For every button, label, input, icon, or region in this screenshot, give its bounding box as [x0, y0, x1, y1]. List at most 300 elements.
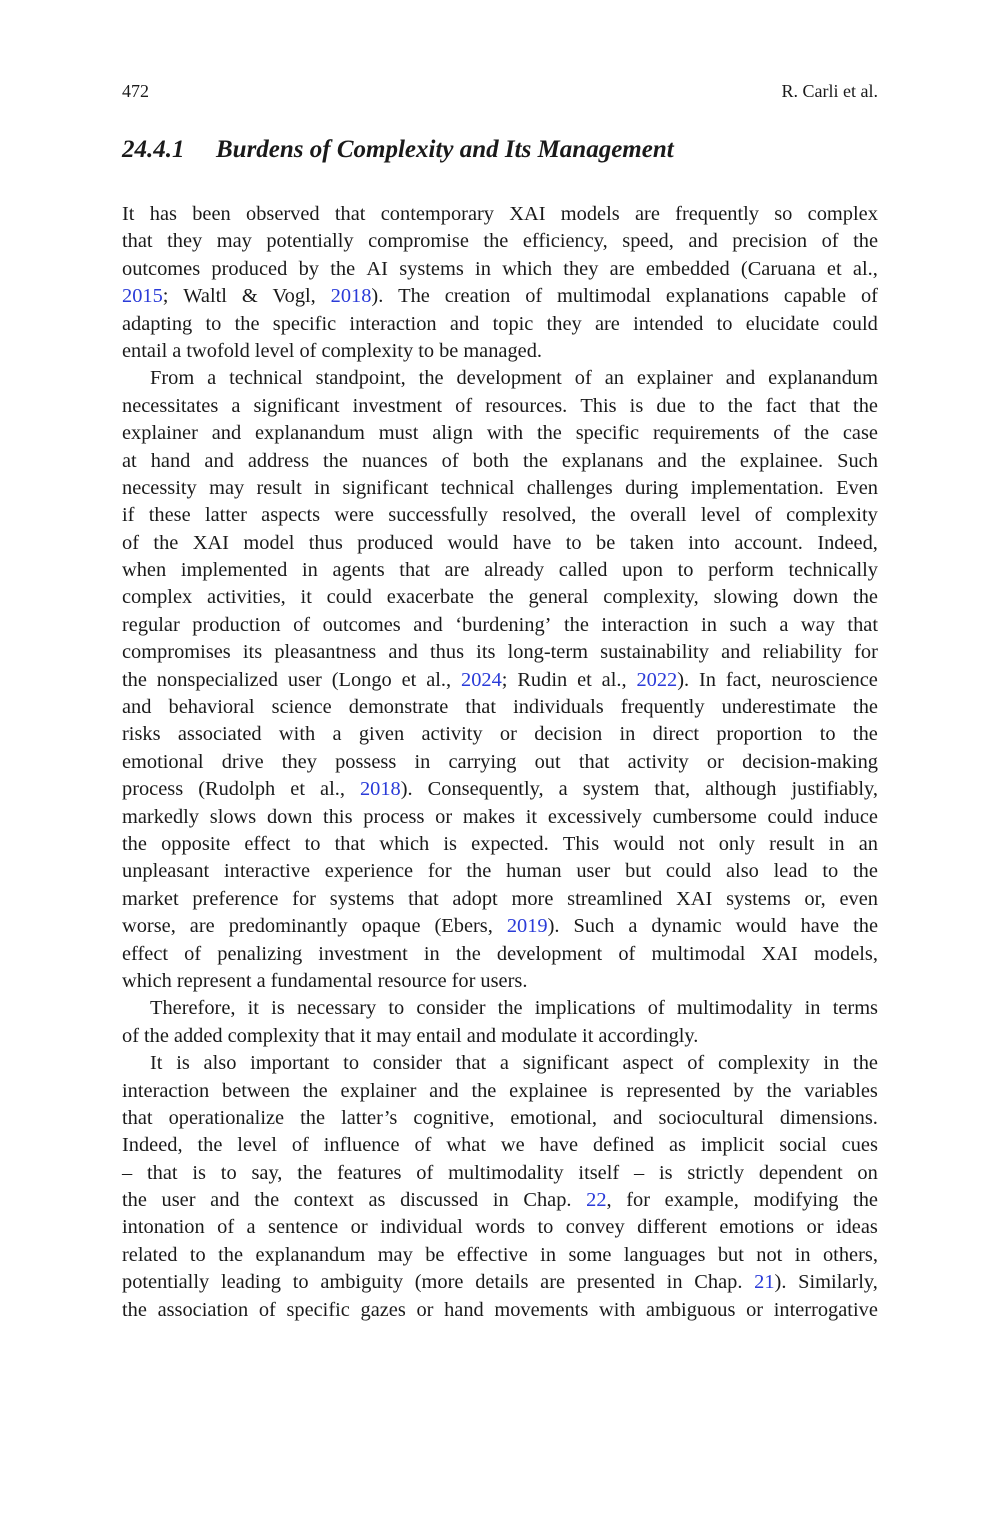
word: Similarly, [798, 1271, 878, 1294]
word: others, [822, 1243, 878, 1266]
word: cognitive, [413, 1106, 495, 1129]
word: and [429, 1079, 459, 1102]
word: dimensions. [779, 1106, 878, 1129]
word: interaction [601, 613, 689, 636]
word: with [278, 723, 316, 746]
word: features [336, 1161, 402, 1184]
word: and [613, 1106, 643, 1129]
word: models, [813, 942, 878, 965]
word: markedly [122, 805, 200, 828]
word: which [502, 257, 553, 280]
word: the [853, 1052, 878, 1075]
word: From [150, 367, 195, 390]
word: systems [329, 887, 395, 910]
word: languages [623, 1243, 706, 1266]
word: individual [380, 1216, 463, 1239]
word: users. [480, 969, 528, 992]
word: necessary [296, 997, 377, 1020]
word: individuals [513, 696, 604, 719]
word: not [678, 832, 705, 855]
word: creation [444, 285, 511, 308]
word: the [197, 1134, 223, 1157]
word: user [161, 1189, 196, 1212]
word: in [540, 1243, 557, 1266]
word: only [718, 832, 755, 855]
word: This [562, 832, 600, 855]
word: with [599, 1298, 636, 1321]
word: (Ebers, [434, 915, 493, 938]
text-line [122, 1214, 878, 1241]
word: complexity, [603, 586, 699, 609]
word: explainee [509, 1079, 588, 1102]
word: result [256, 476, 302, 499]
word: of [217, 1216, 235, 1239]
word: to [716, 312, 733, 335]
word: is [176, 1052, 190, 1075]
word: process [122, 778, 184, 801]
word: modulate [501, 1024, 578, 1047]
word: is [600, 1079, 614, 1102]
word: the [852, 723, 878, 746]
word: Indeed, [817, 531, 878, 554]
word: Therefore, [150, 997, 236, 1020]
word: a [558, 778, 568, 801]
word: complexity [227, 1024, 320, 1047]
word: say, [251, 1161, 283, 1184]
word: influence [323, 1134, 400, 1157]
text-line [122, 995, 878, 1022]
word: in [414, 750, 431, 773]
word: the [853, 1189, 878, 1212]
word: long-term [507, 641, 589, 664]
word: al., [601, 668, 627, 691]
word: topic [492, 312, 534, 335]
word: explainer [122, 422, 198, 445]
word: the [144, 1024, 169, 1047]
word: to [537, 1216, 554, 1239]
word: level [237, 1134, 277, 1157]
word: thus [308, 531, 343, 554]
word: level [254, 339, 295, 362]
word: the [522, 449, 548, 472]
word: of [122, 1024, 139, 1047]
word: interactive [223, 860, 311, 883]
word: into [688, 531, 720, 554]
text-line [122, 1269, 878, 1296]
word: it [525, 805, 538, 828]
word: XAI [761, 942, 798, 965]
word: preference [192, 887, 279, 910]
word: have [539, 1134, 579, 1157]
text-line [122, 283, 878, 310]
word: embedded [645, 257, 730, 280]
word: that [809, 394, 840, 417]
word: may [376, 1024, 412, 1047]
text-line [122, 968, 878, 995]
word: down [792, 586, 839, 609]
word: XAI [676, 887, 713, 910]
word: convey [565, 1216, 625, 1239]
word: worse, [122, 915, 176, 938]
word: such [729, 613, 767, 636]
word: – [122, 1161, 133, 1184]
word: strictly [687, 1161, 745, 1184]
word: ‘burdening’ [455, 613, 552, 636]
word: or [416, 1298, 434, 1321]
running-author: R. Carli et al. [781, 81, 878, 101]
word: an [604, 367, 624, 390]
word: a [628, 915, 638, 938]
word: adopt [452, 887, 498, 910]
word: of [525, 285, 543, 308]
word: production [192, 613, 281, 636]
word: the [302, 1079, 328, 1102]
word: by [733, 1079, 754, 1102]
word: in [423, 942, 440, 965]
word: of [860, 285, 878, 308]
text-line [122, 311, 878, 338]
word: represent [176, 969, 252, 992]
word: and [211, 422, 242, 445]
word: example, [664, 1189, 739, 1212]
word: as [368, 1189, 386, 1212]
word: multimodality [676, 997, 793, 1020]
word: of [441, 449, 459, 472]
word: activity [627, 750, 689, 773]
word: induce [823, 805, 878, 828]
word: potentially [266, 230, 354, 253]
word: model [243, 531, 295, 554]
word: The [398, 285, 430, 308]
word: risks [122, 723, 161, 746]
word: and [210, 1189, 240, 1212]
word: of [291, 1134, 309, 1157]
word: are [540, 1271, 566, 1294]
word: movements [494, 1298, 589, 1321]
word: pleasantness [274, 641, 377, 664]
citation-link[interactable]: 2018 [359, 778, 401, 801]
word: in [475, 257, 491, 280]
word: demonstrate [348, 696, 449, 719]
word: fact [765, 394, 797, 417]
word: ideas [835, 1216, 878, 1239]
text-line [122, 584, 878, 611]
word: implications [534, 997, 636, 1020]
word: of [821, 230, 839, 253]
word: and [688, 230, 718, 253]
word: gazes [360, 1298, 406, 1321]
word: et [577, 668, 592, 691]
word: outcomes [122, 257, 201, 280]
word: hand [150, 449, 191, 472]
word: hand [444, 1298, 484, 1321]
text-line [122, 256, 878, 283]
word: have [800, 915, 840, 938]
text-line [122, 530, 878, 557]
word: systems [726, 887, 791, 910]
word: specific [575, 422, 640, 445]
word: dependent [758, 1161, 843, 1184]
word: XAI [192, 531, 229, 554]
paragraph [122, 365, 878, 995]
word: dynamic [651, 915, 722, 938]
word: level [700, 504, 741, 527]
word: which [122, 969, 172, 992]
word: consider [372, 1052, 442, 1075]
word: AI [366, 257, 388, 280]
word: technical [440, 476, 515, 499]
word: emotional [122, 750, 204, 773]
word: entail [122, 339, 168, 362]
word: as [668, 1134, 686, 1157]
word: contemporary [380, 203, 494, 225]
word: proportion [716, 723, 803, 746]
word: that [324, 1024, 355, 1047]
word: interrogative [773, 1298, 878, 1321]
word: (Longo [331, 668, 392, 691]
word: in [314, 476, 331, 499]
word: important [250, 1052, 330, 1075]
word: frequently [675, 203, 759, 225]
word: significant [522, 1052, 609, 1075]
word: necessitates [122, 394, 219, 417]
word: the [563, 613, 589, 636]
word: given [358, 723, 405, 746]
citation-link[interactable]: 2018 [330, 285, 372, 308]
word: expected. [471, 832, 549, 855]
text-line [122, 941, 878, 968]
word: so [774, 203, 793, 225]
word: or [706, 750, 724, 773]
citation-link[interactable]: 2015 [122, 285, 163, 308]
word: exacerbate [386, 586, 474, 609]
word: excessively [547, 805, 642, 828]
citation-link[interactable]: 2019 [506, 915, 548, 938]
word: the [122, 832, 147, 855]
word: for [292, 887, 316, 910]
word: the [122, 1189, 147, 1212]
word: ambiguous [645, 1298, 736, 1321]
word: the [471, 1079, 497, 1102]
word: is [658, 1161, 673, 1184]
word: implemented [180, 559, 288, 582]
text-line [122, 393, 878, 420]
word: and [725, 367, 756, 390]
word: also [726, 860, 759, 883]
word: sentence [268, 1216, 339, 1239]
word: when [122, 559, 167, 582]
word: or [806, 1216, 824, 1239]
word: would [447, 531, 499, 554]
word: a [246, 1216, 256, 1239]
word: the [853, 394, 878, 417]
word: nonspecialized [156, 668, 278, 691]
text-line [122, 804, 878, 831]
word: the [300, 1106, 326, 1129]
word: or, [804, 887, 826, 910]
word: efficiency, [522, 230, 608, 253]
word: et [290, 778, 305, 801]
word: thus [430, 641, 465, 664]
text-line [122, 1132, 878, 1159]
word: – [633, 1161, 645, 1184]
word: effect [244, 832, 291, 855]
word: necessity [122, 476, 197, 499]
word: et [401, 668, 417, 691]
word: which [379, 832, 430, 855]
paragraph [122, 201, 878, 365]
word: must [378, 422, 419, 445]
text-line [122, 1050, 878, 1077]
word: what [446, 1134, 486, 1157]
word: represented [626, 1079, 721, 1102]
word: that [122, 1106, 153, 1129]
word: it [247, 997, 259, 1020]
word: underestimate [721, 696, 836, 719]
word: carrying [448, 750, 517, 773]
word: specific [272, 312, 337, 335]
word: may [216, 230, 252, 253]
word: the [323, 449, 348, 472]
word: or [350, 1216, 368, 1239]
word: science [271, 696, 332, 719]
text-line [122, 1160, 878, 1187]
word: or [746, 1298, 764, 1321]
word: both [472, 449, 509, 472]
word: or [499, 723, 517, 746]
word: market [122, 887, 179, 910]
word: presented [576, 1271, 655, 1294]
word: and [388, 641, 418, 664]
word: have [512, 531, 552, 554]
word: not [756, 1243, 783, 1266]
word: produced [357, 531, 434, 554]
word: the [234, 312, 260, 335]
word: to [418, 339, 435, 362]
word: explanandum [255, 422, 365, 445]
word: during [625, 476, 679, 499]
word: address [247, 449, 310, 472]
word: implementation. [690, 476, 824, 499]
word: complexity [321, 339, 414, 362]
word: Such [573, 915, 615, 938]
word: been [192, 203, 231, 225]
word: intonation [122, 1216, 205, 1239]
word: in [666, 1271, 683, 1294]
word: that, [654, 778, 691, 801]
word: that [408, 887, 439, 910]
word: system [582, 778, 640, 801]
word: account. [734, 531, 803, 554]
word: the [488, 586, 514, 609]
text-line [122, 338, 878, 365]
word: itself [578, 1161, 620, 1184]
word-with-citation: 2024; [461, 668, 508, 691]
word: be [439, 339, 459, 362]
word: This [580, 394, 617, 417]
word: and [657, 449, 687, 472]
word: adapting [122, 312, 193, 335]
text-line [122, 557, 878, 584]
word: the [418, 367, 444, 390]
word: al., [852, 257, 878, 280]
word: Consequently, [427, 778, 544, 801]
text-line [122, 858, 878, 885]
citation-link[interactable]: 21 [754, 1271, 775, 1294]
word: of [299, 339, 317, 362]
citation-link[interactable]: 2024 [461, 668, 502, 691]
word: specific [286, 1298, 350, 1321]
text-line [122, 365, 878, 392]
word: the [853, 586, 878, 609]
word: a [332, 723, 342, 746]
word: would [735, 915, 787, 938]
word-with-citation: 2018). [330, 285, 384, 308]
word: are [444, 559, 470, 582]
word-with-citation: 2018). [359, 778, 413, 801]
word: that [122, 230, 153, 253]
paragraph [122, 995, 878, 1050]
word: produced [211, 257, 288, 280]
text-line [122, 502, 878, 529]
word: potentially [122, 1271, 210, 1294]
word: upon [622, 559, 663, 582]
word: this [323, 805, 353, 828]
word: by [298, 257, 319, 280]
word: penalizing [217, 942, 303, 965]
word: some [568, 1243, 612, 1266]
word: interaction [122, 1079, 210, 1102]
word: entail [416, 1024, 462, 1047]
text-line [122, 694, 878, 721]
running-header [122, 79, 878, 103]
text-line [122, 776, 878, 803]
text-line [122, 1105, 878, 1132]
word: multimodal [557, 285, 652, 308]
word: be [425, 1243, 445, 1266]
word: makes [462, 805, 516, 828]
word: to [304, 832, 321, 855]
citation-link[interactable]: 22 [586, 1189, 607, 1212]
word: that [847, 613, 878, 636]
word: of [618, 942, 636, 965]
word: sustainability [600, 641, 709, 664]
word: the [483, 230, 509, 253]
word: a [231, 394, 241, 417]
word: has [149, 203, 177, 225]
word: the [153, 531, 179, 554]
word: variables [804, 1079, 878, 1102]
citation-link[interactable]: 2022 [636, 668, 678, 691]
word: could [326, 586, 372, 609]
word: agents [332, 559, 385, 582]
word: the [853, 696, 878, 719]
word: the [853, 860, 878, 883]
word: the [254, 1189, 280, 1212]
word: aspect [622, 1052, 674, 1075]
word: leading [220, 1271, 281, 1294]
word: cumbersome [652, 805, 757, 828]
word: taken [629, 531, 674, 554]
word: the [455, 942, 481, 965]
word: on [857, 1161, 878, 1184]
word: the [853, 230, 878, 253]
word: the [466, 860, 492, 883]
word: of [414, 1134, 432, 1157]
word: are [594, 312, 620, 335]
word: outcomes [322, 613, 401, 636]
word: compromises [122, 641, 231, 664]
